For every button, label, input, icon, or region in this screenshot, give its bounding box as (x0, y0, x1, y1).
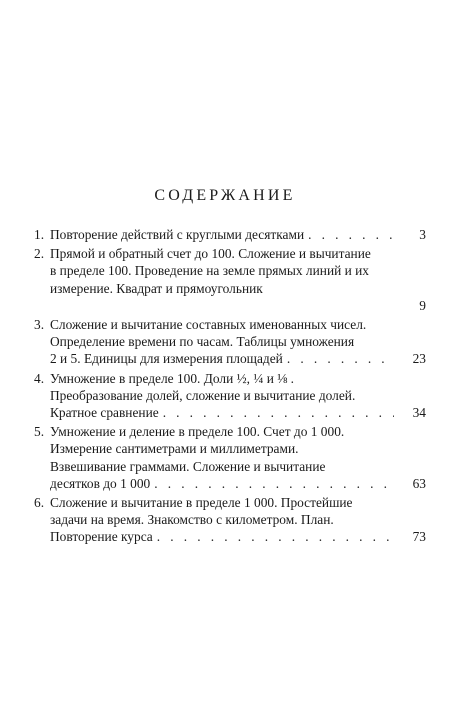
dot-leader (154, 475, 394, 492)
contents-heading: СОДЕРЖАНИЕ (154, 187, 296, 204)
toc-entry-3[interactable] (34, 316, 426, 368)
entry-text-line: в пределе 100. Проведение на земле прямых линий и их (50, 263, 370, 279)
entry-number: 4. (34, 370, 45, 386)
entry-final-line (50, 226, 426, 243)
entry-page-number: 3 (419, 227, 426, 242)
entry-text-line: Взвешивание граммами. Сложение и вычитание (50, 458, 326, 474)
toc-entry-4[interactable] (34, 370, 426, 422)
entry-page-number: 9 (419, 297, 426, 313)
entry-text-line: задачи на время. Знакомство с километром. План. (50, 512, 334, 528)
toc-entry-6[interactable] (34, 494, 426, 546)
toc-entry-2[interactable] (34, 245, 426, 314)
entry-page-number: 23 (412, 351, 426, 367)
entry-text-line: Преобразование долей, сложение и вычитание долей. (50, 387, 356, 403)
entry-number: 2. (34, 246, 45, 262)
entry-text: 2 и 5. Единицы для измерения площадей (50, 351, 283, 367)
entry-text-line: Определение времени по часам. Таблицы умножения (50, 334, 355, 350)
entry-final-line (50, 475, 426, 492)
entry-text: десятков до 1 000 (50, 475, 151, 491)
entry-final-line (50, 528, 426, 545)
entry-number: 1. (34, 227, 45, 242)
entry-number: 5. (34, 424, 45, 440)
entry-text: Повторение действий с круглыми десятками (50, 227, 305, 242)
entry-text: Повторение курса (50, 529, 153, 545)
entry-text-line: Измерение сантиметрами и миллиметрами. (50, 441, 299, 457)
entry-final-line (50, 297, 426, 314)
entry-text: Кратное сравнение (50, 405, 159, 421)
toc-entry-1[interactable] (34, 226, 426, 243)
dot-leader (287, 350, 394, 367)
dot-leader (308, 226, 394, 243)
entry-number: 6. (34, 495, 45, 511)
entry-page-number: 34 (412, 405, 426, 421)
entry-text-line: Сложение и вычитание в пределе 1 000. Простейшие (50, 495, 353, 511)
entry-number: 3. (34, 317, 45, 333)
entry-final-line (50, 404, 426, 421)
dot-leader (157, 528, 394, 545)
entry-final-line (50, 350, 426, 367)
toc-entry-5[interactable] (34, 423, 426, 492)
entry-text-line: Сложение и вычитание составных именованных чисел. (50, 317, 367, 333)
dot-leader (163, 404, 394, 421)
table-of-contents (34, 226, 426, 548)
entry-page-number: 63 (412, 475, 426, 491)
entry-text-line: измерение. Квадрат и прямоугольник (50, 280, 263, 296)
entry-text-line: Умножение в пределе 100. Доли ½, ¼ и ⅛ . (50, 370, 294, 386)
entry-text-line: Умножение и деление в пределе 100. Счет до 1 000. (50, 424, 345, 440)
entry-page-number: 73 (412, 529, 426, 545)
entry-text-line: Прямой и обратный счет до 100. Сложение и вычитание (50, 246, 371, 262)
